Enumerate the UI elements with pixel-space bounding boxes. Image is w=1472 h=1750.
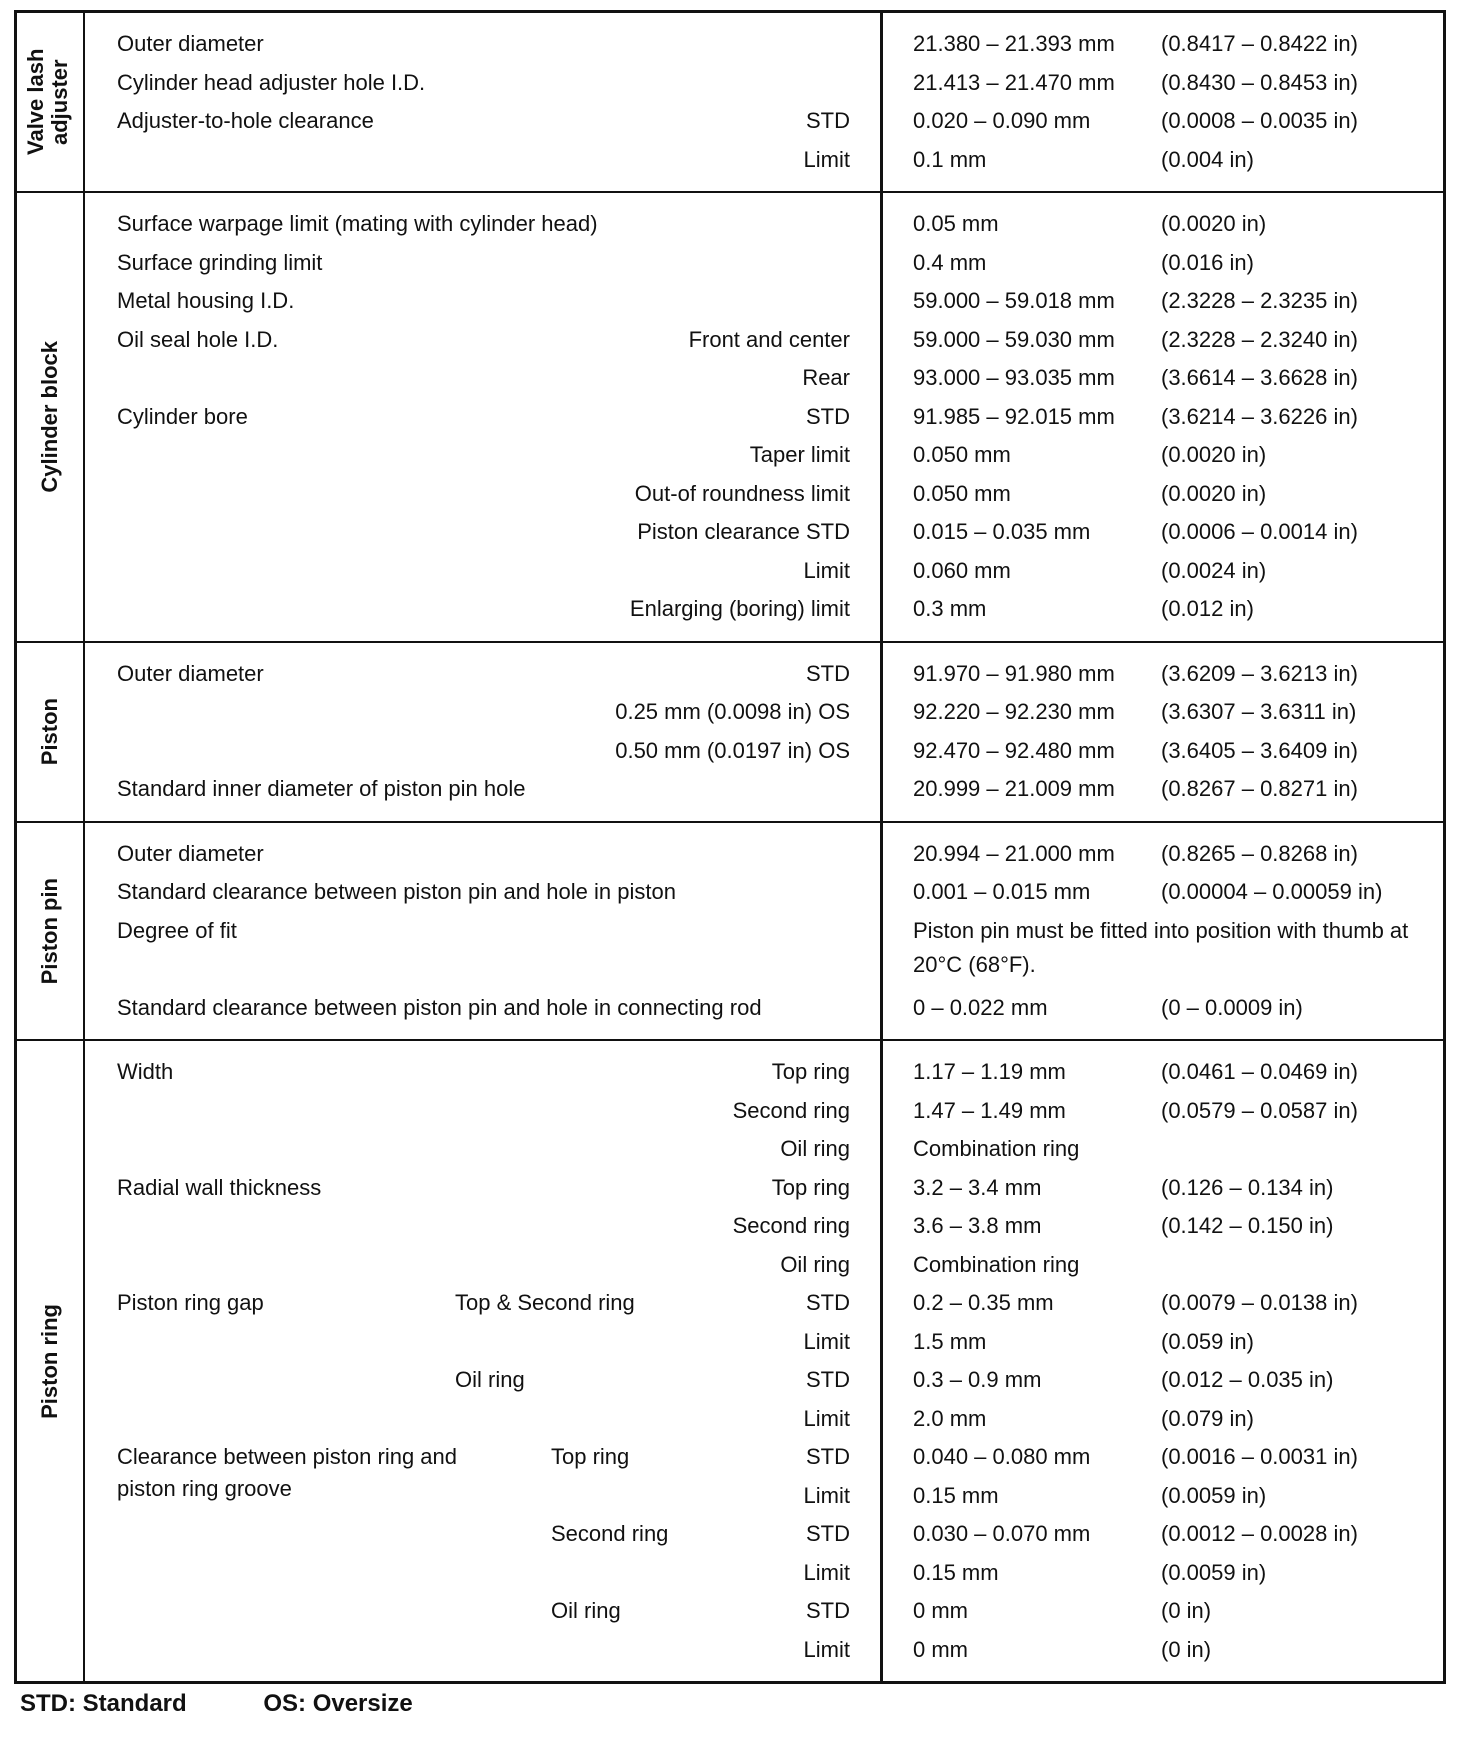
- value-row: [883, 25, 1443, 64]
- spec-row: [85, 398, 880, 437]
- item-label: Outer diameter: [117, 660, 264, 686]
- value-metric: 0.3 mm: [913, 596, 987, 621]
- sub-item-label: Oil ring: [455, 1367, 525, 1392]
- section-title: Valve lash adjuster: [23, 48, 72, 156]
- spec-row: [85, 912, 880, 989]
- item-label: Standard clearance between piston pin and hole in connecting rod: [117, 994, 762, 1020]
- item-label: Outer diameter: [117, 840, 264, 866]
- value-row: [883, 1592, 1443, 1631]
- condition-label: Limit: [803, 1636, 850, 1662]
- value-metric: 0.050 mm: [913, 442, 1011, 467]
- value-metric: 59.000 – 59.018 mm: [913, 288, 1115, 313]
- value-metric: 1.17 – 1.19 mm: [913, 1059, 1066, 1084]
- items-column: [85, 13, 883, 191]
- value-row: [883, 552, 1443, 591]
- value-imperial: (0.0008 – 0.0035 in): [1161, 108, 1358, 133]
- section-title: Piston ring: [37, 1303, 62, 1419]
- value-imperial: (0.0579 – 0.0587 in): [1161, 1097, 1358, 1123]
- value-metric: 2.0 mm: [913, 1405, 987, 1431]
- spec-row: [85, 1477, 880, 1516]
- value-metric: 0.2 – 0.35 mm: [913, 1290, 1054, 1315]
- value-metric: 0.15 mm: [913, 1559, 999, 1585]
- value-row: [883, 912, 1443, 989]
- values-column: [883, 1041, 1443, 1681]
- value-metric: 0.15 mm: [913, 1482, 999, 1508]
- section-piston-ring: [17, 1039, 1443, 1681]
- value-row: [883, 590, 1443, 629]
- section-cylinder-block: [17, 191, 1443, 641]
- spec-row: [85, 590, 880, 629]
- value-metric: Combination ring: [913, 1136, 1080, 1161]
- section-label-cell: [17, 643, 85, 821]
- value-metric: 0.4 mm: [913, 249, 987, 275]
- value-metric: 0.050 mm: [913, 480, 1011, 506]
- spec-row: [85, 321, 880, 360]
- spec-row: [85, 1053, 880, 1092]
- value-imperial: (0.0006 – 0.0014 in): [1161, 519, 1358, 544]
- spec-row: [85, 64, 880, 103]
- value-row: [883, 873, 1443, 912]
- value-row: [883, 513, 1443, 552]
- value-imperial: (0.079 in): [1161, 1405, 1254, 1431]
- value-imperial: (0.016 in): [1161, 249, 1254, 275]
- item-label: Clearance between piston ring and piston ring groove: [117, 1444, 458, 1501]
- value-row: [883, 1631, 1443, 1670]
- value-imperial: (0.8417 – 0.8422 in): [1161, 31, 1358, 56]
- value-metric: 0.060 mm: [913, 557, 1011, 583]
- condition-label: 0.25 mm (0.0098 in) OS: [615, 699, 850, 724]
- value-imperial: (3.6614 – 3.6628 in): [1161, 365, 1358, 390]
- value-row: [883, 475, 1443, 514]
- spec-row: [85, 25, 880, 64]
- condition-label: Out-of roundness limit: [634, 480, 850, 506]
- values-column: [883, 13, 1443, 191]
- item-label: Piston ring gap: [117, 1290, 264, 1315]
- value-imperial: (0.012 in): [1161, 596, 1254, 621]
- value-metric: 0 mm: [913, 1598, 968, 1623]
- section-label-cell: [17, 1041, 85, 1681]
- value-row: [883, 732, 1443, 771]
- items-column: [85, 823, 883, 1040]
- section-label-cell: [17, 193, 85, 641]
- value-imperial: (0.0012 – 0.0028 in): [1161, 1521, 1358, 1546]
- value-imperial: (0.012 – 0.035 in): [1161, 1367, 1334, 1392]
- section-valve-lash-adjuster: [17, 13, 1443, 191]
- section-title: Cylinder block: [37, 340, 62, 493]
- spec-row: [85, 1207, 880, 1246]
- value-imperial: (2.3228 – 2.3235 in): [1161, 288, 1358, 313]
- value-row: [883, 1438, 1443, 1477]
- condition-label: STD: [806, 1521, 850, 1546]
- value-row: [883, 1477, 1443, 1516]
- value-imperial: (0.059 in): [1161, 1328, 1254, 1354]
- spec-row: [85, 141, 880, 180]
- value-imperial: (0.0020 in): [1161, 480, 1267, 506]
- value-row: [883, 1554, 1443, 1593]
- spec-row: [85, 693, 880, 732]
- item-label: Width: [117, 1059, 174, 1084]
- value-row: [883, 693, 1443, 732]
- value-row: [883, 141, 1443, 180]
- value-metric: 20.999 – 21.009 mm: [913, 776, 1115, 801]
- spec-row: [85, 732, 880, 771]
- section-piston: [17, 641, 1443, 821]
- value-imperial: (2.3228 – 2.3240 in): [1161, 326, 1358, 352]
- item-label: Degree of fit: [117, 917, 237, 943]
- value-imperial: (0 – 0.0009 in): [1161, 994, 1303, 1020]
- sub-item-label: Oil ring: [551, 1598, 621, 1623]
- spec-row: [85, 359, 880, 398]
- value-imperial: (0 in): [1161, 1636, 1212, 1662]
- items-column: [85, 193, 883, 641]
- value-imperial: (0.0059 in): [1161, 1559, 1267, 1585]
- value-row: [883, 359, 1443, 398]
- values-column: [883, 823, 1443, 1040]
- value-imperial: (0.0079 – 0.0138 in): [1161, 1290, 1358, 1315]
- value-metric: 91.970 – 91.980 mm: [913, 660, 1115, 686]
- value-imperial: (0.8267 – 0.8271 in): [1161, 776, 1358, 801]
- spec-row: [85, 244, 880, 283]
- value-row: [883, 321, 1443, 360]
- spec-row: [85, 102, 880, 141]
- value-metric: 3.2 – 3.4 mm: [913, 1174, 1042, 1200]
- value-metric: 0.05 mm: [913, 211, 999, 236]
- spec-row: [85, 655, 880, 694]
- value-row: [883, 1400, 1443, 1439]
- value-imperial: (0.004 in): [1161, 146, 1254, 172]
- condition-label: STD: [806, 1290, 850, 1315]
- value-imperial: (0.142 – 0.150 in): [1161, 1213, 1334, 1238]
- value-row: [883, 1323, 1443, 1362]
- value-imperial: (3.6405 – 3.6409 in): [1161, 737, 1358, 763]
- condition-label: Limit: [803, 1482, 850, 1508]
- condition-label: STD: [806, 108, 850, 133]
- spec-row: [85, 989, 880, 1028]
- condition-label: STD: [806, 1367, 850, 1392]
- legend: [20, 1690, 483, 1718]
- value-metric: Combination ring: [913, 1251, 1080, 1277]
- condition-label: Limit: [803, 1328, 850, 1354]
- value-row: [883, 398, 1443, 437]
- condition-label: STD: [806, 1598, 850, 1623]
- section-label-cell: [17, 823, 85, 1040]
- sub-item-label: Top & Second ring: [455, 1290, 635, 1315]
- item-label: Metal housing I.D.: [117, 288, 295, 313]
- values-column: [883, 193, 1443, 641]
- value-imperial: (0.0059 in): [1161, 1482, 1267, 1508]
- spec-row: [85, 1631, 880, 1670]
- value-metric: 0.3 – 0.9 mm: [913, 1367, 1042, 1392]
- value-row: [883, 1361, 1443, 1400]
- item-label: Adjuster-to-hole clearance: [117, 108, 374, 133]
- condition-label: Limit: [803, 146, 850, 172]
- value-metric: 0 mm: [913, 1636, 968, 1662]
- legend-os: OS: Oversize: [263, 1690, 413, 1717]
- value-metric: 91.985 – 92.015 mm: [913, 403, 1115, 429]
- spec-row: [85, 1284, 880, 1323]
- value-metric: 3.6 – 3.8 mm: [913, 1213, 1042, 1238]
- section-label-cell: [17, 13, 85, 191]
- value-imperial: (0.0020 in): [1161, 211, 1267, 236]
- condition-label: Top ring: [771, 1174, 850, 1200]
- item-label: Cylinder bore: [117, 403, 248, 429]
- value-metric: 92.470 – 92.480 mm: [913, 737, 1115, 763]
- value-imperial: (0.00004 – 0.00059 in): [1161, 879, 1383, 904]
- section-piston-pin: [17, 821, 1443, 1040]
- value-row: [883, 835, 1443, 874]
- value-metric: 20.994 – 21.000 mm: [913, 840, 1115, 866]
- condition-label: Top ring: [771, 1059, 850, 1084]
- spec-row: [85, 205, 880, 244]
- item-label: Surface warpage limit (mating with cylinder head): [117, 211, 598, 236]
- value-imperial: (0.0020 in): [1161, 442, 1267, 467]
- spec-row: [85, 1246, 880, 1285]
- value-row: [883, 770, 1443, 809]
- value-imperial: (3.6214 – 3.6226 in): [1161, 403, 1358, 429]
- condition-label: Front and center: [688, 326, 850, 352]
- items-column: [85, 1041, 883, 1681]
- value-metric: 21.413 – 21.470 mm: [913, 69, 1115, 95]
- value-row: [883, 1169, 1443, 1208]
- value-metric: 0.020 – 0.090 mm: [913, 108, 1091, 133]
- value-imperial: (3.6307 – 3.6311 in): [1161, 699, 1357, 724]
- value-metric: 0.040 – 0.080 mm: [913, 1444, 1091, 1469]
- value-imperial: (0.0016 – 0.0031 in): [1161, 1444, 1358, 1469]
- value-row: [883, 102, 1443, 141]
- value-imperial: (0 in): [1161, 1598, 1212, 1623]
- condition-label: Piston clearance STD: [637, 519, 850, 544]
- value-row: [883, 1130, 1443, 1169]
- value-row: [883, 436, 1443, 475]
- value-imperial: (0.8430 – 0.8453 in): [1161, 69, 1358, 95]
- value-imperial: (0.8265 – 0.8268 in): [1161, 840, 1358, 866]
- value-row: [883, 244, 1443, 283]
- value-metric: 21.380 – 21.393 mm: [913, 31, 1115, 56]
- section-title: Piston: [37, 697, 62, 766]
- spec-row: [85, 873, 880, 912]
- spec-row: [85, 1130, 880, 1169]
- condition-label: Rear: [802, 365, 850, 390]
- condition-label: Limit: [803, 557, 850, 583]
- value-metric: 92.220 – 92.230 mm: [913, 699, 1115, 724]
- value-metric: 0.015 – 0.035 mm: [913, 519, 1091, 544]
- items-column: [85, 643, 883, 821]
- value-row: [883, 989, 1443, 1028]
- condition-label: Limit: [803, 1405, 850, 1431]
- spec-row: [85, 513, 880, 552]
- spec-row: [85, 1361, 880, 1400]
- value-metric: 1.5 mm: [913, 1328, 987, 1354]
- value-metric: 0.1 mm: [913, 146, 987, 172]
- spec-row: [85, 1323, 880, 1362]
- spec-row: [85, 1515, 880, 1554]
- value-metric: 59.000 – 59.030 mm: [913, 326, 1115, 352]
- condition-label: Oil ring: [780, 1136, 850, 1161]
- value-imperial: (0.0461 – 0.0469 in): [1161, 1059, 1358, 1084]
- spec-row: [85, 282, 880, 321]
- spec-row: [85, 1592, 880, 1631]
- spec-row: [85, 1554, 880, 1593]
- condition-label: Oil ring: [780, 1251, 850, 1277]
- item-label: Outer diameter: [117, 31, 264, 56]
- condition-label: STD: [806, 1444, 850, 1469]
- value-metric: 1.47 – 1.49 mm: [913, 1097, 1066, 1123]
- condition-label: Limit: [803, 1559, 850, 1585]
- spec-row: [85, 1169, 880, 1208]
- item-label: Radial wall thickness: [117, 1174, 322, 1200]
- value-metric: 0.001 – 0.015 mm: [913, 879, 1091, 904]
- spec-row: [85, 1400, 880, 1439]
- value-note: Piston pin must be fitted into position with thumb at 20°C (68°F).: [913, 917, 1409, 977]
- condition-label: Taper limit: [749, 442, 850, 467]
- spec-row: [85, 436, 880, 475]
- value-row: [883, 1246, 1443, 1285]
- item-label: Cylinder head adjuster hole I.D.: [117, 69, 426, 95]
- spec-row: [85, 770, 880, 809]
- value-metric: 0.030 – 0.070 mm: [913, 1521, 1091, 1546]
- sub-item-label: Second ring: [551, 1521, 669, 1546]
- legend-std: STD: Standard: [20, 1690, 187, 1717]
- section-title: Piston pin: [37, 877, 62, 984]
- values-column: [883, 643, 1443, 821]
- condition-label: Second ring: [732, 1097, 850, 1123]
- spec-row: [85, 835, 880, 874]
- spec-row: [85, 552, 880, 591]
- item-label: Oil seal hole I.D.: [117, 326, 279, 352]
- value-row: [883, 205, 1443, 244]
- item-label: Surface grinding limit: [117, 249, 323, 275]
- condition-label: STD: [806, 403, 850, 429]
- item-label: Standard clearance between piston pin and hole in piston: [117, 879, 676, 904]
- condition-label: Second ring: [732, 1213, 850, 1238]
- spec-row: [85, 1092, 880, 1131]
- value-imperial: (0.126 – 0.134 in): [1161, 1174, 1334, 1200]
- value-imperial: (0.0024 in): [1161, 557, 1267, 583]
- spec-row: [85, 475, 880, 514]
- value-row: [883, 1053, 1443, 1092]
- value-row: [883, 282, 1443, 321]
- item-label: Standard inner diameter of piston pin hole: [117, 776, 526, 801]
- spec-table: [14, 10, 1446, 1684]
- sub-item-label: Top ring: [551, 1444, 630, 1469]
- value-row: [883, 655, 1443, 694]
- condition-label: STD: [806, 660, 850, 686]
- value-imperial: (3.6209 – 3.6213 in): [1161, 660, 1358, 686]
- condition-label: 0.50 mm (0.0197 in) OS: [615, 737, 850, 763]
- value-row: [883, 1515, 1443, 1554]
- value-row: [883, 1284, 1443, 1323]
- value-row: [883, 1092, 1443, 1131]
- value-row: [883, 64, 1443, 103]
- value-metric: 0 – 0.022 mm: [913, 994, 1048, 1020]
- value-row: [883, 1207, 1443, 1246]
- condition-label: Enlarging (boring) limit: [629, 596, 850, 621]
- value-metric: 93.000 – 93.035 mm: [913, 365, 1115, 390]
